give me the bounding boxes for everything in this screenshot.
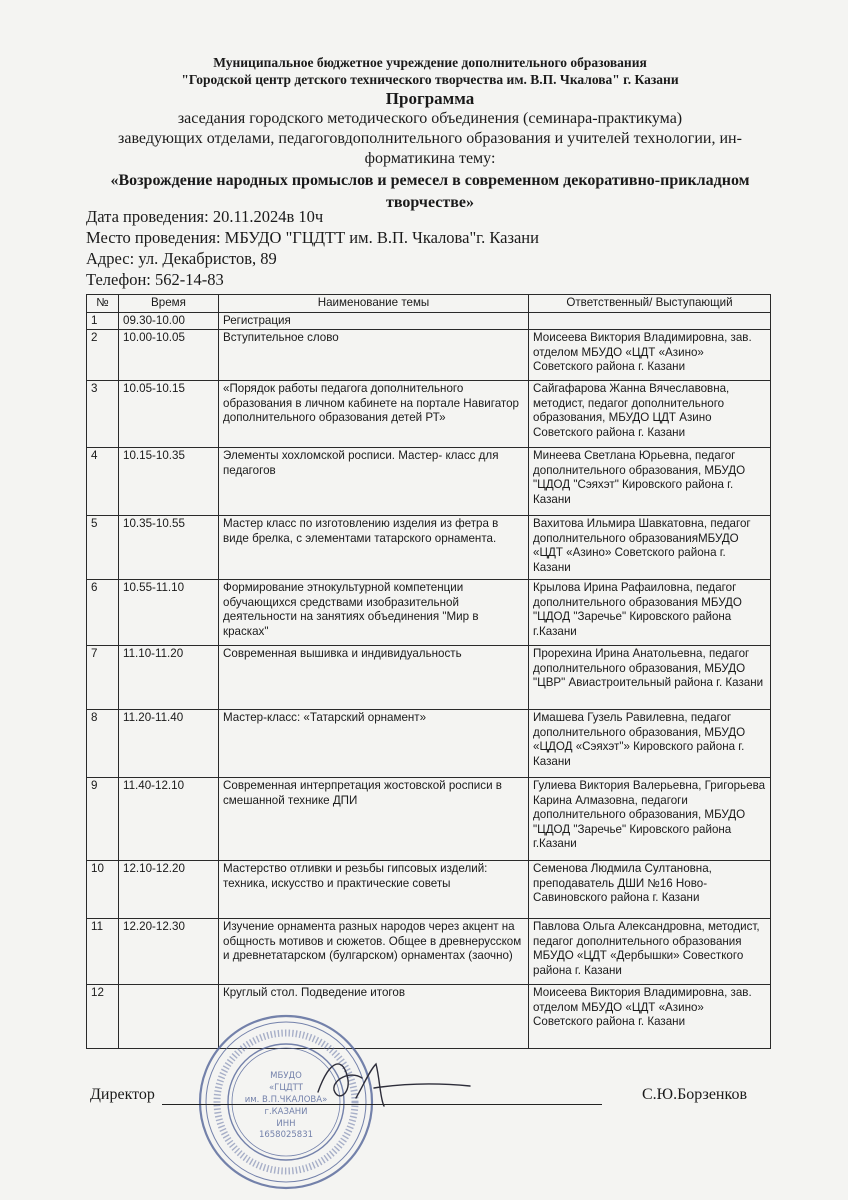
director-signature xyxy=(300,1040,480,1120)
cell-time: 12.20-12.30 xyxy=(119,919,219,985)
cell-time: 12.10-12.20 xyxy=(119,861,219,919)
subtitle-line-2: заведующих отделами, педагоговдополнительного образования и учителей технологии, ин- xyxy=(118,130,742,147)
cell-time: 10.05-10.15 xyxy=(119,381,219,448)
cell-topic: Изучение орнамента разных народов через акцент на общность мотивов и сюжетов. Общее в древнерусском и древнетатарском (булгарском) орнаментах (заочно) xyxy=(219,919,529,985)
cell-speaker xyxy=(529,312,771,330)
table-row xyxy=(87,778,771,861)
director-label: Директор xyxy=(90,1086,155,1103)
cell-num: 4 xyxy=(87,448,119,516)
cell-topic: «Порядок работы педагога дополнительного образования в личном кабинете на портале Навигатор дополнительного образования детей РТ» xyxy=(219,381,529,448)
header-time: Время xyxy=(119,295,219,313)
table-row xyxy=(87,710,771,778)
cell-speaker: Имашева Гузель Равилевна, педагог дополнительного образования, МБУДО «ЦДОД «Сэяхэт"» Кировского района г. Казани xyxy=(529,710,771,778)
cell-speaker: Прорехина Ирина Анатольевна, педагог дополнительного образования, МБУДО "ЦВР" Авиастроительный района г. Казани xyxy=(529,646,771,710)
svg-text:г.КАЗАНИ: г.КАЗАНИ xyxy=(264,1107,308,1117)
program-table xyxy=(86,294,771,1049)
table-row xyxy=(87,516,771,580)
cell-num: 10 xyxy=(87,861,119,919)
cell-num: 5 xyxy=(87,516,119,580)
cell-num: 2 xyxy=(87,330,119,381)
cell-time: 11.20-11.40 xyxy=(119,710,219,778)
cell-topic: Мастер класс по изготовлению изделия из фетра в виде брелка, с элементами татарского орнамента. xyxy=(219,516,529,580)
cell-time: 10.55-11.10 xyxy=(119,580,219,646)
cell-topic: Круглый стол. Подведение итогов xyxy=(219,985,529,1049)
cell-num: 7 xyxy=(87,646,119,710)
document-header xyxy=(60,54,800,213)
table-row xyxy=(87,312,771,330)
cell-num: 11 xyxy=(87,919,119,985)
table-row xyxy=(87,861,771,919)
event-address: Адрес: ул. Декабристов, 89 xyxy=(86,249,277,268)
cell-topic: Регистрация xyxy=(219,312,529,330)
cell-speaker: Гулиева Виктория Валерьевна, Григорьева Карина Алмазовна, педагоги дополнительного образования, МБУДО "ЦДОД "Заречье" Кировского района г.Казани xyxy=(529,778,771,861)
cell-topic: Формирование этнокультурной компетенции обучающихся средствами изобразительной деятельности на занятиях объединения "Мир в красках" xyxy=(219,580,529,646)
cell-time: 11.10-11.20 xyxy=(119,646,219,710)
cell-time: 10.00-10.05 xyxy=(119,330,219,381)
org-line-1: Муниципальное бюджетное учреждение дополнительного образования xyxy=(213,55,647,70)
cell-num: 3 xyxy=(87,381,119,448)
svg-text:МБУДО: МБУДО xyxy=(270,1071,302,1081)
table-row xyxy=(87,985,771,1049)
program-title: Программа xyxy=(385,89,475,108)
cell-topic: Современная интерпретация жостовской росписи в смешанной технике ДПИ xyxy=(219,778,529,861)
cell-num: 8 xyxy=(87,710,119,778)
cell-num: 1 xyxy=(87,312,119,330)
cell-speaker: Сайгафарова Жанна Вячеславовна, методист, педагог дополнительного образования, МБУДО ЦДТ Азино Советского района г. Казани xyxy=(529,381,771,448)
svg-text:ИНН: ИНН xyxy=(276,1119,296,1129)
cell-topic: Мастер-класс: «Татарский орнамент» xyxy=(219,710,529,778)
subtitle-line-3: форматикина тему: xyxy=(364,150,496,167)
cell-speaker: Моисеева Виктория Владимировна, зав. отделом МБУДО «ЦДТ «Азино» Советского района г. Казани xyxy=(529,330,771,381)
cell-time: 09.30-10.00 xyxy=(119,312,219,330)
table-row xyxy=(87,330,771,381)
table-row xyxy=(87,381,771,448)
topic-line-2: творчестве» xyxy=(386,194,474,211)
table-row xyxy=(87,646,771,710)
svg-text:1658025831: 1658025831 xyxy=(258,1130,314,1140)
cell-speaker: Семенова Людмила Султановна, преподаватель ДШИ №16 Ново-Савиновского района г. Казани xyxy=(529,861,771,919)
table-header-row xyxy=(87,295,771,313)
signature-underline xyxy=(162,1104,602,1105)
cell-topic: Мастерство отливки и резьбы гипсовых изделий: техника, искусство и практические советы xyxy=(219,861,529,919)
cell-speaker: Моисеева Виктория Владимировна, зав. отделом МБУДО «ЦДТ «Азино» Советского района г. Казани xyxy=(529,985,771,1049)
svg-text:им. В.П.ЧКАЛОВА»: им. В.П.ЧКАЛОВА» xyxy=(244,1095,328,1105)
cell-time: 10.35-10.55 xyxy=(119,516,219,580)
table-row xyxy=(87,919,771,985)
event-info xyxy=(86,206,539,290)
cell-topic: Вступительное слово xyxy=(219,330,529,381)
event-date: Дата проведения: 20.11.2024в 10ч xyxy=(86,207,324,226)
cell-speaker: Павлова Ольга Александровна, методист, педагог дополнительного образования МБУДО «ЦДТ «Дербышки» Совесткого района г. Казани xyxy=(529,919,771,985)
cell-speaker: Минеева Светлана Юрьевна, педагог дополнительного образования, МБУДО "ЦДОД "Сэяхэт" Кировского района г. Казани xyxy=(529,448,771,516)
director-name: С.Ю.Борзенков xyxy=(642,1086,747,1103)
cell-speaker: Крылова Ирина Рафаиловна, педагог дополнительного образования МБУДО "ЦДОД "Заречье" Кировского района г.Казани xyxy=(529,580,771,646)
table-row xyxy=(87,580,771,646)
header-speaker: Ответственный/ Выступающий xyxy=(529,295,771,313)
table-row xyxy=(87,448,771,516)
cell-topic: Современная вышивка и индивидуальность xyxy=(219,646,529,710)
svg-text:«ГЦДТТ: «ГЦДТТ xyxy=(268,1083,304,1093)
cell-num: 9 xyxy=(87,778,119,861)
org-line-2: "Городской центр детского технического творчества им. В.П. Чкалова" г. Казани xyxy=(181,72,679,87)
header-topic: Наименование темы xyxy=(219,295,529,313)
cell-num: 6 xyxy=(87,580,119,646)
cell-num: 12 xyxy=(87,985,119,1049)
subtitle-line-1: заседания городского методического объединения (семинара-практикума) xyxy=(177,110,683,127)
cell-speaker: Вахитова Ильмира Шавкатовна, педагог дополнительного образованияМБУДО «ЦДТ «Азино» Советского района г. Казани xyxy=(529,516,771,580)
cell-topic: Элементы хохломской росписи. Мастер- класс для педагогов xyxy=(219,448,529,516)
cell-time: 11.40-12.10 xyxy=(119,778,219,861)
header-num: № xyxy=(87,295,119,313)
event-phone: Телефон: 562-14-83 xyxy=(86,270,224,289)
topic-line-1: «Возрождение народных промыслов и ремесел в современном декоративно-прикладном xyxy=(110,172,750,189)
event-place: Место проведения: МБУДО "ГЦДТТ им. В.П. Чкалова"г. Казани xyxy=(86,228,539,247)
cell-time: 10.15-10.35 xyxy=(119,448,219,516)
